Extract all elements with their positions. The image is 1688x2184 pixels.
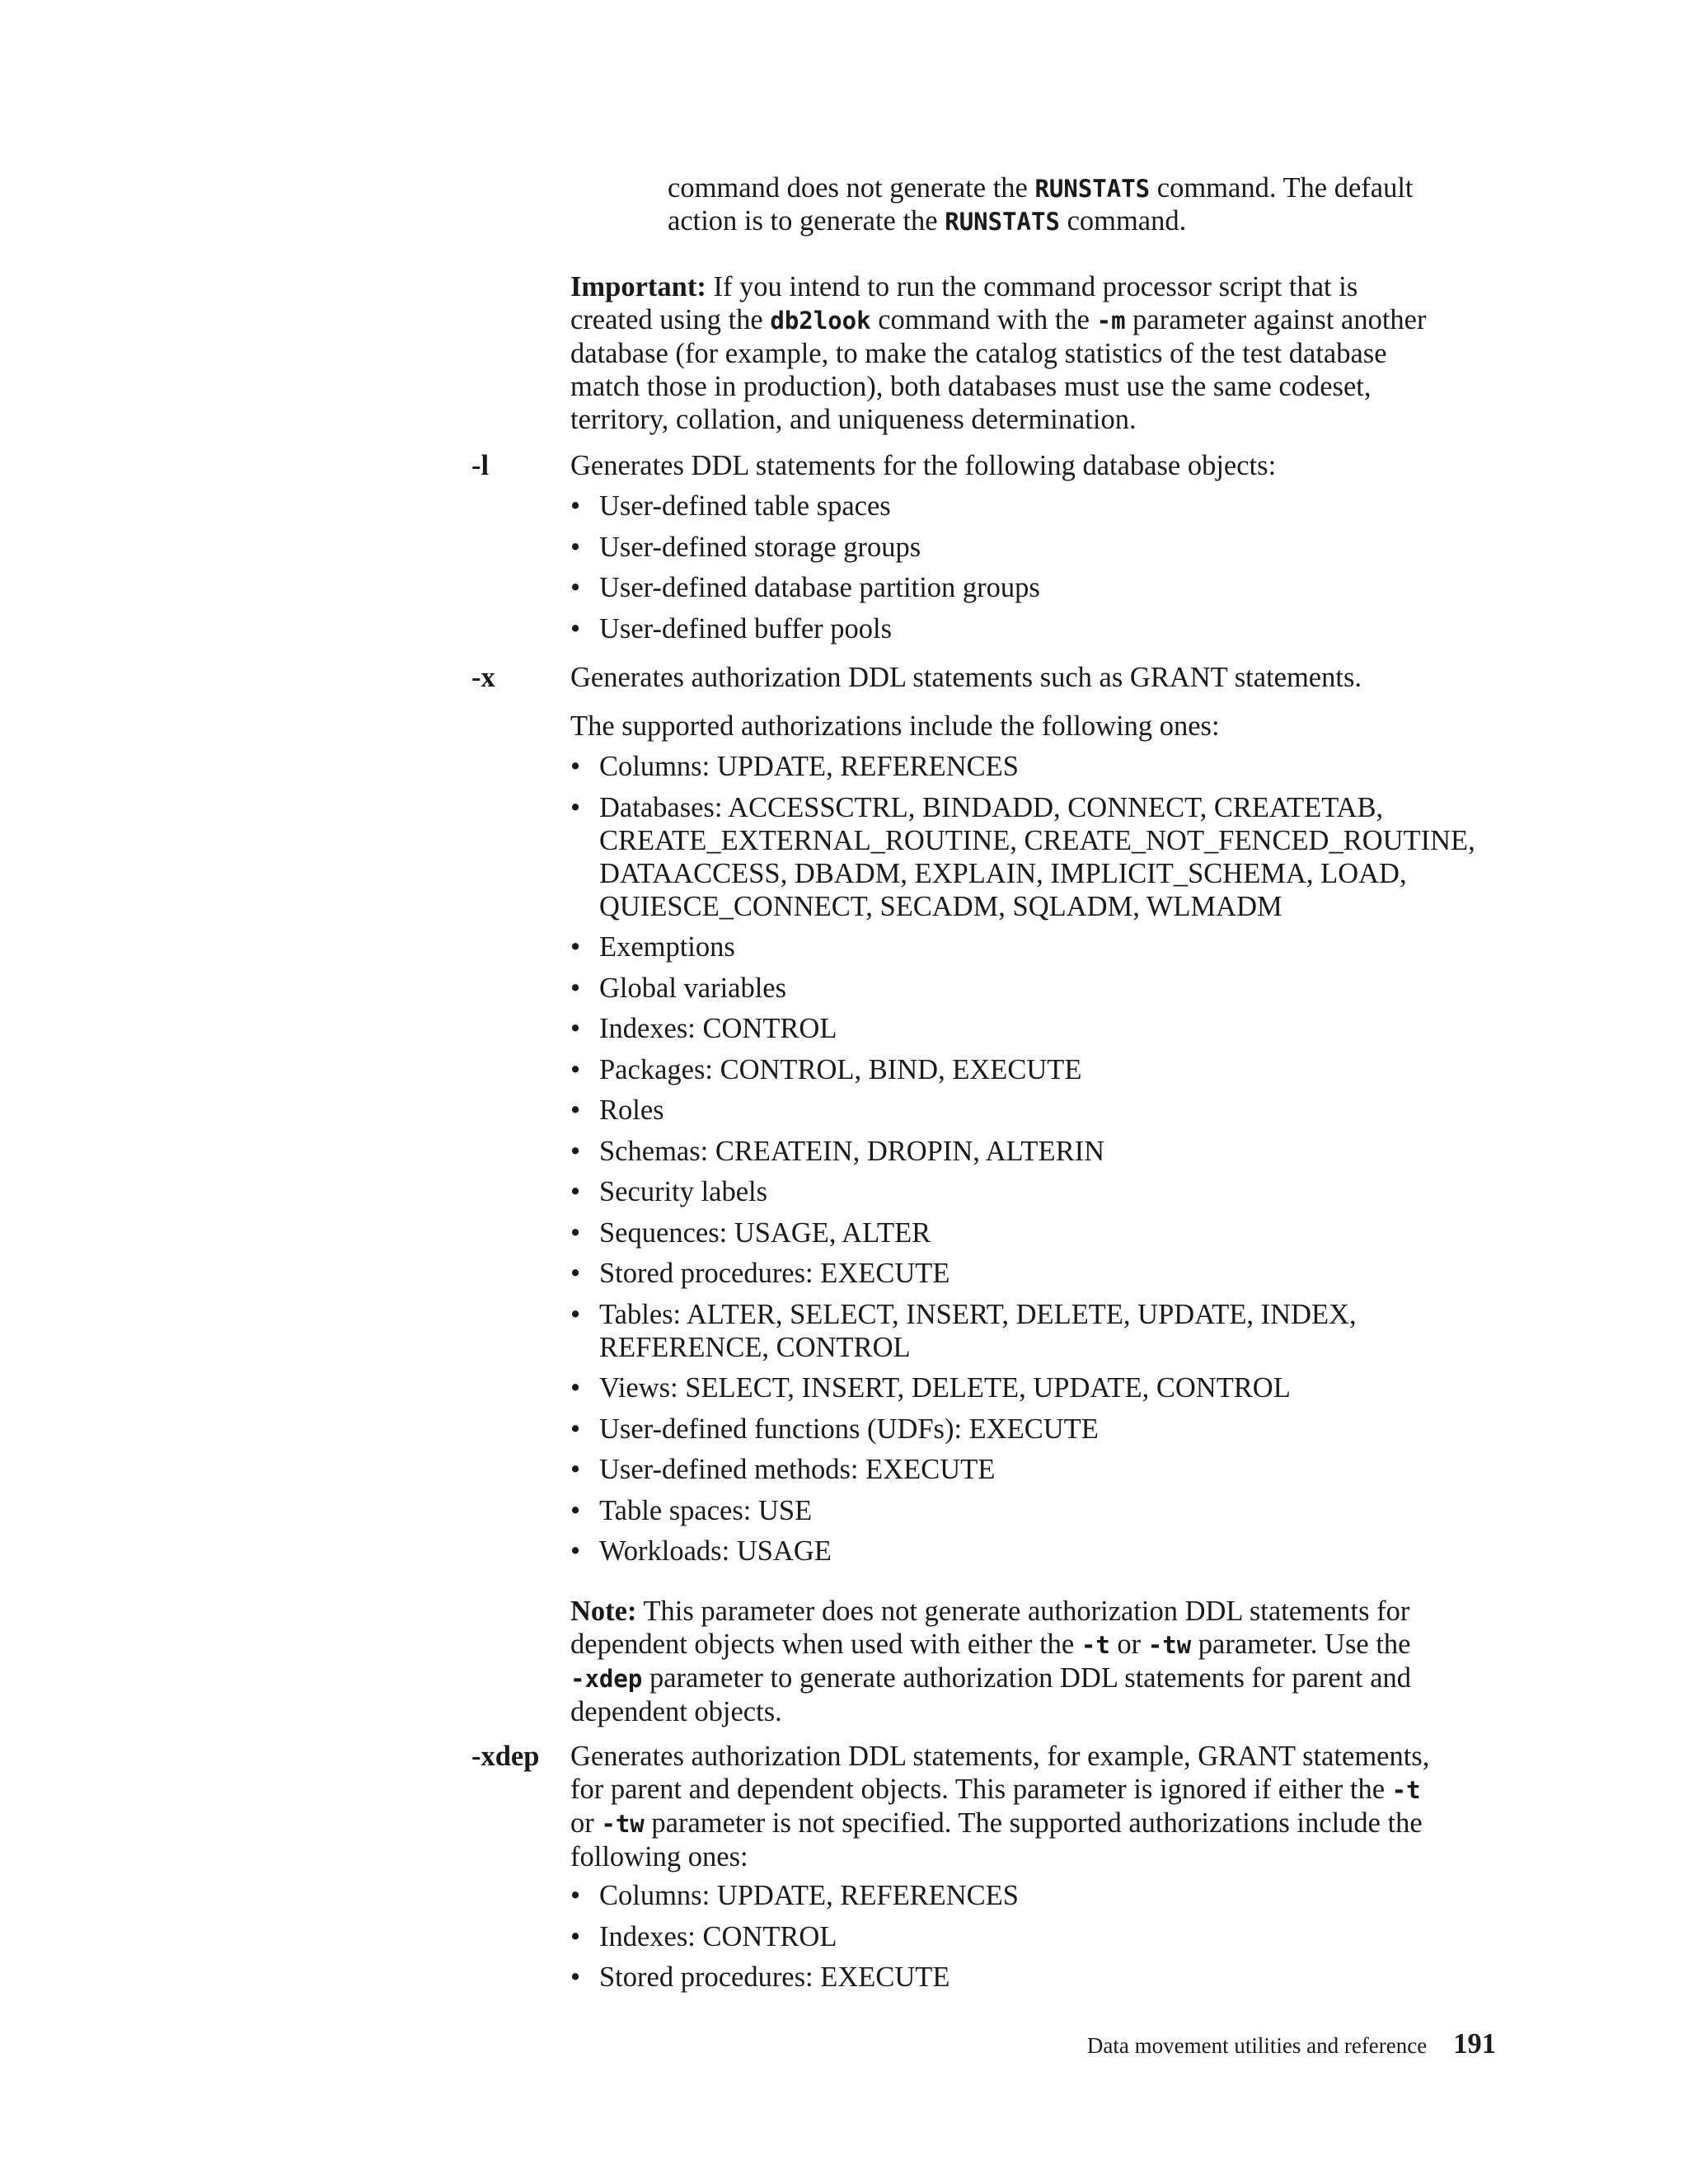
list-item: • Workloads: USAGE (570, 1535, 1510, 1568)
option-l-list (570, 490, 1510, 653)
option-term-l: -l (471, 450, 490, 481)
list-item: • Views: SELECT, INSERT, DELETE, UPDATE, CONTROL (570, 1371, 1510, 1404)
option-term-x: -x (471, 662, 495, 693)
important-note: Important: If you intend to run the command processor script that is created using the db2look command with the -m parameter against another database (for example, to make the catalog statistics of the test database match those in production), both databases must use the same codeset, territory, collation, and uniqueness determination. (570, 271, 1427, 435)
option-x-list (570, 750, 1510, 1576)
footer-section-title: Data movement utilities and reference (1086, 2033, 1428, 2058)
list-item: • Packages: CONTROL, BIND, EXECUTE (570, 1053, 1510, 1086)
list-item: • User-defined functions (UDFs): EXECUTE (570, 1413, 1510, 1446)
option-desc-x: Generates authorization DDL statements such as GRANT statements. (570, 662, 1362, 693)
list-item: • User-defined buffer pools (570, 612, 1510, 645)
page-footer (1087, 2027, 1496, 2062)
list-item: • Schemas: CREATEIN, DROPIN, ALTERIN (570, 1135, 1510, 1168)
list-item: • Sequences: USAGE, ALTER (570, 1216, 1510, 1249)
note-block: Note: This parameter does not generate authorization DDL statements for dependent objects when used with either the -t or -tw parameter. Use the -xdep parameter to generate authorization DDL statements for parent and dependent objects. (570, 1596, 1412, 1727)
page-number: 191 (1453, 2028, 1496, 2060)
list-item: • Tables: ALTER, SELECT, INSERT, DELETE, UPDATE, INDEX, REFERENCE, CONTROL (570, 1298, 1510, 1364)
list-item: • Roles (570, 1094, 1510, 1127)
continuation-line-2: action is to generate the RUNSTATS command. (668, 205, 1187, 237)
list-item: • User-defined table spaces (570, 490, 1510, 523)
option-term-xdep: -xdep (471, 1741, 540, 1772)
option-xdep-list (570, 1879, 1510, 2002)
list-item: • User-defined storage groups (570, 531, 1510, 564)
list-item: • User-defined database partition groups (570, 571, 1510, 604)
list-item: • Security labels (570, 1175, 1510, 1208)
list-item: • Global variables (570, 972, 1510, 1005)
list-item: • Columns: UPDATE, REFERENCES (570, 750, 1510, 783)
list-item: • Columns: UPDATE, REFERENCES (570, 1879, 1510, 1912)
list-item: • Table spaces: USE (570, 1494, 1510, 1527)
list-item: • Exemptions (570, 930, 1510, 963)
option-x-intro: The supported authorizations include the following ones: (570, 710, 1220, 742)
list-item: • Indexes: CONTROL (570, 1012, 1510, 1045)
option-desc-xdep: Generates authorization DDL statements, for example, GRANT statements, for parent and dependent objects. This parameter is ignored if either the -t or -tw parameter is not specified. The supported authorizations include the following ones: (570, 1741, 1430, 1872)
note-label: Note: (570, 1596, 637, 1627)
list-item: • Stored procedures: EXECUTE (570, 1961, 1510, 1994)
important-label: Important: (570, 271, 706, 302)
list-item: • Indexes: CONTROL (570, 1920, 1510, 1953)
continuation-line-1: command does not generate the RUNSTATS command. The default (668, 172, 1414, 204)
list-item: • Stored procedures: EXECUTE (570, 1257, 1510, 1290)
list-item: • User-defined methods: EXECUTE (570, 1453, 1510, 1486)
list-item: • Databases: ACCESSCTRL, BINDADD, CONNECT, CREATETAB, CREATE_EXTERNAL_ROUTINE, CREATE_NOT_FENCED_ROUTINE, DATAACCESS, DBADM, EXPLAIN, IMPLICIT_SCHEMA, LOAD, QUIESCE_CONNECT, SECADM, SQLADM, WLMADM (570, 791, 1510, 923)
option-desc-l: Generates DDL statements for the following database objects: (570, 450, 1277, 481)
